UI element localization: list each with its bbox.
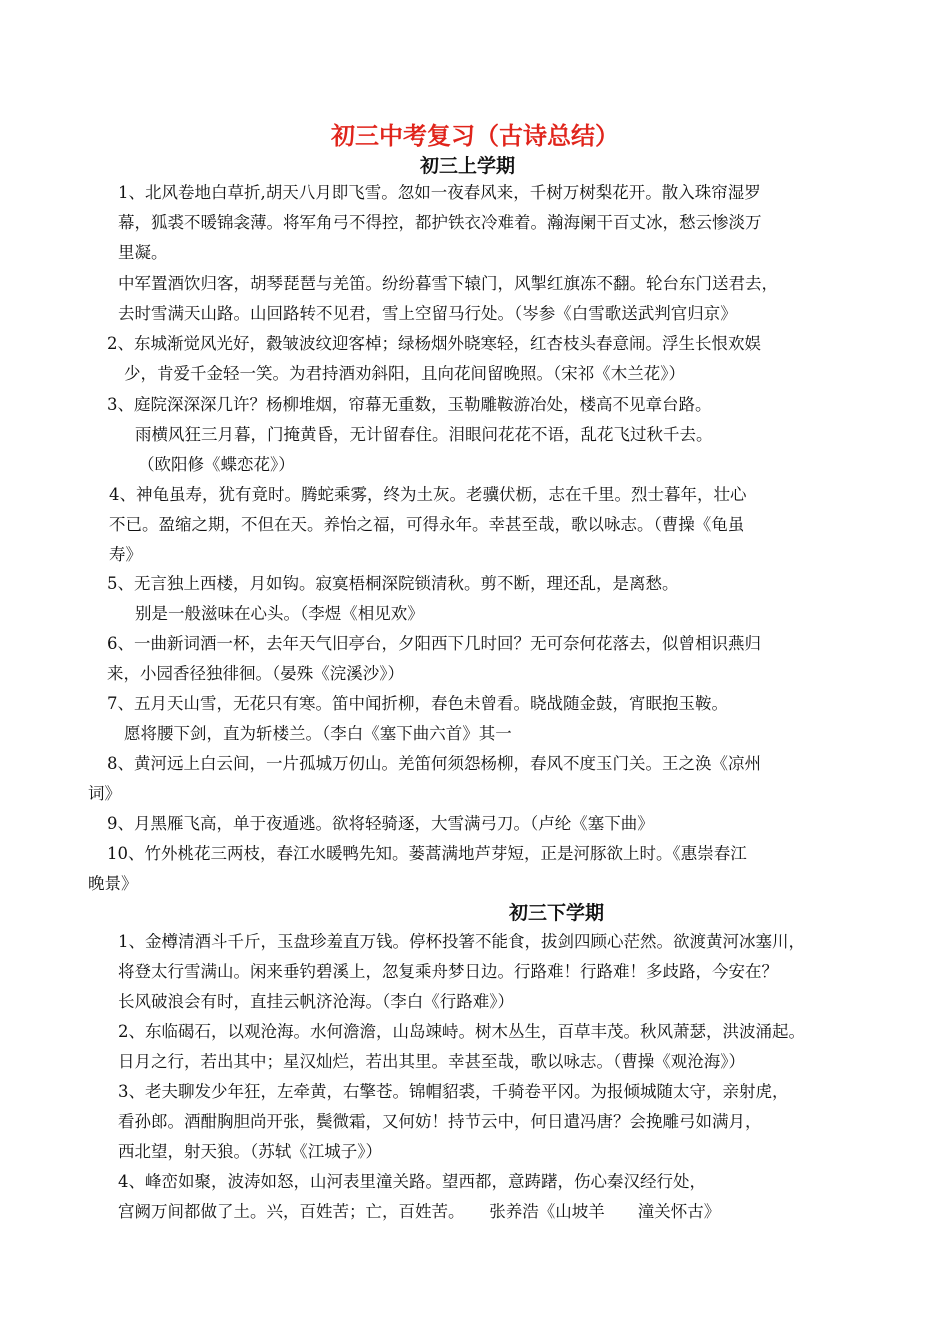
section-heading-lower-term: 初三下学期	[509, 902, 605, 924]
poem-line: 雨横风狂三月暮，门掩黄昏，无计留春住。泪眼问花花不语，乱花飞过秋千去。	[135, 425, 713, 444]
poem-line: 长风破浪会有时，直挂云帆济沧海。（李白《行路难》）	[118, 992, 514, 1011]
poem-line: 别是一般滋味在心头。（李煜《相见欢》	[135, 604, 424, 623]
poem-line: 7、五月天山雪，无花只有寒。笛中闻折柳，春色未曾看。晓战随金鼓，宵眠抱玉鞍。	[107, 694, 728, 713]
poem-line: 去时雪满天山路。山回路转不见君，雪上空留马行处。（岑参《白雪歌送武判官归京》	[118, 304, 737, 323]
poem-line: 少，肯爱千金轻一笑。为君持酒劝斜阳，且向花间留晚照。（宋祁《木兰花》）	[124, 364, 685, 383]
poem-line: 愿将腰下剑，直为斩楼兰。（李白《塞下曲六首》其一	[124, 724, 512, 743]
section-heading-upper-term: 初三上学期	[420, 155, 516, 177]
poem-line: 5、无言独上西楼，月如钩。寂寞梧桐深院锁清秋。剪不断，理还乱，是离愁。	[107, 574, 679, 593]
document-title: 初三中考复习（古诗总结）	[331, 122, 619, 150]
poem-line: 1、金樽清酒斗千斤，玉盘珍羞直万钱。停杯投箸不能食，拔剑四顾心茫然。欲渡黄河冰塞川，	[118, 932, 805, 951]
poem-line: 4、神龟虽寿，犹有竟时。腾蛇乘雾，终为土灰。老骥伏枥，志在千里。烈士暮年，壮心	[109, 485, 747, 504]
poem-line: （欧阳修《蝶恋花》）	[138, 455, 295, 474]
poem-line: 3、老夫聊发少年狂，左牵黄，右擎苍。锦帽貂裘，千骑卷平冈。为报倾城随太守，亲射虎，	[118, 1082, 789, 1101]
poem-line: 晚景》	[88, 874, 138, 893]
poem-line: 1、北风卷地白草折,胡天八月即飞雪。忽如一夜春风来，千树万树梨花开。散入珠帘湿罗	[118, 183, 761, 202]
poem-line: 2、东临碣石，以观沧海。水何澹澹，山岛竦峙。树木丛生，百草丰茂。秋风萧瑟，洪波涌起。	[118, 1022, 805, 1041]
poem-line: 日月之行，若出其中；星汉灿烂，若出其里。幸甚至哉，歌以咏志。（曹操《观沧海》）	[118, 1052, 745, 1071]
poem-line: 8、黄河远上白云间，一片孤城万仞山。羌笛何须怨杨柳，春风不度玉门关。王之涣《凉州	[107, 754, 761, 773]
poem-line: 9、月黑雁飞高，单于夜遁逃。欲将轻骑逐，大雪满弓刀。（卢纶《塞下曲》	[107, 814, 654, 833]
poem-line: 西北望，射天狼。（苏轼《江城子》）	[118, 1142, 382, 1161]
poem-line: 2、东城渐觉风光好，縠皱波纹迎客棹；绿杨烟外晓寒轻，红杏枝头春意闹。浮生长恨欢娱	[107, 334, 761, 353]
poem-line: 3、庭院深深深几许？杨柳堆烟，帘幕无重数，玉勒雕鞍游冶处，楼高不见章台路。	[107, 395, 712, 414]
poem-line: 宫阙万间都做了土。兴，百姓苦；亡，百姓苦。 张养浩《山坡羊 潼关怀古》	[118, 1202, 721, 1221]
poem-line: 看孙郎。酒酣胸胆尚开张，鬓微霜，又何妨！持节云中，何日遣冯唐？会挽雕弓如满月，	[118, 1112, 762, 1131]
poem-line: 不已。盈缩之期，不但在天。养怡之福，可得永年。幸甚至哉，歌以咏志。（曹操《龟虽	[109, 515, 745, 534]
poem-line: 寿》	[109, 545, 142, 564]
poem-line: 10、竹外桃花三两枝，春江水暖鸭先知。蒌蒿满地芦芽短，正是河豚欲上时。《惠崇春江	[107, 844, 747, 863]
poem-line: 6、一曲新词酒一杯，去年天气旧亭台，夕阳西下几时回？无可奈何花落去，似曾相识燕归	[107, 634, 761, 653]
poem-line: 将登太行雪满山。闲来垂钓碧溪上，忽复乘舟梦日边。行路难！行路难！多歧路，今安在？	[118, 962, 778, 981]
poem-line: 来，小园香径独徘徊。（晏殊《浣溪沙》）	[107, 664, 404, 683]
poem-line: 4、峰峦如聚，波涛如怒，山河表里潼关路。望西都，意踌躇，伤心秦汉经行处，	[118, 1172, 706, 1191]
poem-line: 幕，狐裘不暖锦衾薄。将军角弓不得控，都护铁衣冷难着。瀚海阑干百丈冰，愁云惨淡万	[118, 213, 762, 232]
poem-line: 词》	[88, 784, 121, 803]
poem-line: 里凝。	[118, 243, 168, 262]
poem-line: 中军置酒饮归客，胡琴琵琶与羌笛。纷纷暮雪下辕门，风掣红旗冻不翻。轮台东门送君去，	[118, 274, 778, 293]
